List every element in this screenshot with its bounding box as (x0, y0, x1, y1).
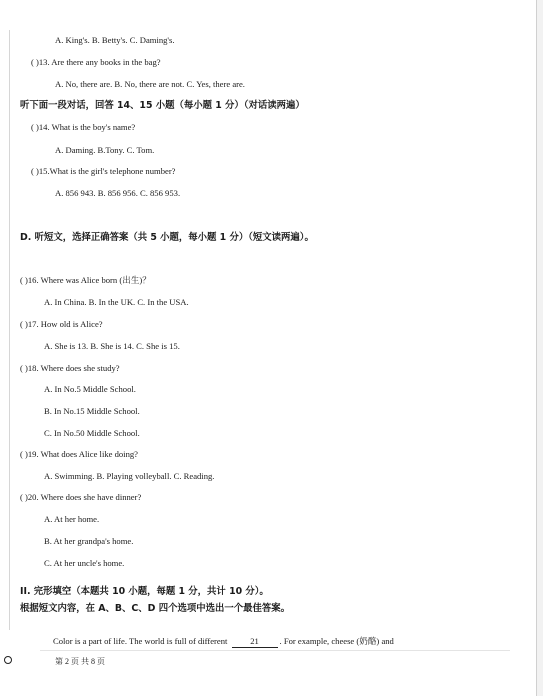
passage-text-before: Color is a part of life. The world is full of different (53, 636, 228, 646)
q18-option-a: A. In No.5 Middle School. (44, 384, 136, 394)
q14: ( )14. What is the boy's name? (31, 122, 136, 132)
q20: ( )20. Where does she have dinner? (20, 492, 142, 502)
q16: ( )16. Where was Alice born (出生)？ (20, 275, 151, 285)
q19-options: A. Swimming. B. Playing volleyball. C. Reading. (44, 471, 215, 481)
page-footer: 第 2 页 共 8 页 (55, 657, 105, 666)
q17-options: A. She is 13. B. She is 14. C. She is 15. (44, 341, 180, 351)
section-ii-instructions: 根据短文内容，在 A、B、C、D 四个选项中选出一个最佳答案。 (20, 603, 290, 614)
passage-line (53, 636, 394, 648)
q20-option-a: A. At her home. (44, 514, 100, 524)
q18: ( )18. Where does she study? (20, 363, 120, 373)
q17: ( )17. How old is Alice? (20, 319, 103, 329)
q20-option-b: B. At her grandpa's home. (44, 536, 134, 546)
q20-option-c: C. At her uncle's home. (44, 558, 125, 568)
footer-rule (40, 650, 510, 651)
q14-options: A. Daming. B.Tony. C. Tom. (55, 145, 155, 155)
q19: ( )19. What does Alice like doing? (20, 449, 138, 459)
q13: ( )13. Are there any books in the bag? (31, 57, 161, 67)
q16-options: A. In China. B. In the UK. C. In the USA. (44, 297, 189, 307)
passage-text-after: . For example, cheese (奶酪) and (279, 636, 394, 646)
blank-21: 21 (232, 636, 278, 648)
margin-rule (9, 30, 10, 630)
q13-options: A. No, there are. B. No, there are not. C. Yes, there are. (55, 79, 245, 89)
q15-options: A. 856 943. B. 856 956. C. 856 953. (55, 188, 181, 198)
q18-option-b: B. In No.15 Middle School. (44, 406, 140, 416)
section-d-header: D. 听短文，选择正确答案（共 5 小题，每小题 1 分）（短文读两遍）。 (20, 232, 314, 243)
section-header-14-15: 听下面一段对话，回答 14、15 小题（每小题 1 分）（对话读两遍） (20, 100, 305, 111)
section-ii-header: II. 完形填空（本题共 10 小题，每题 1 分，共计 10 分）。 (20, 586, 269, 597)
q18-option-c: C. In No.50 Middle School. (44, 428, 140, 438)
binding-hole (4, 656, 12, 664)
q12-options: A. King's. B. Betty's. C. Daming's. (55, 35, 175, 45)
q15: ( )15.What is the girl's telephone number? (31, 166, 176, 176)
page-edge (536, 0, 543, 696)
